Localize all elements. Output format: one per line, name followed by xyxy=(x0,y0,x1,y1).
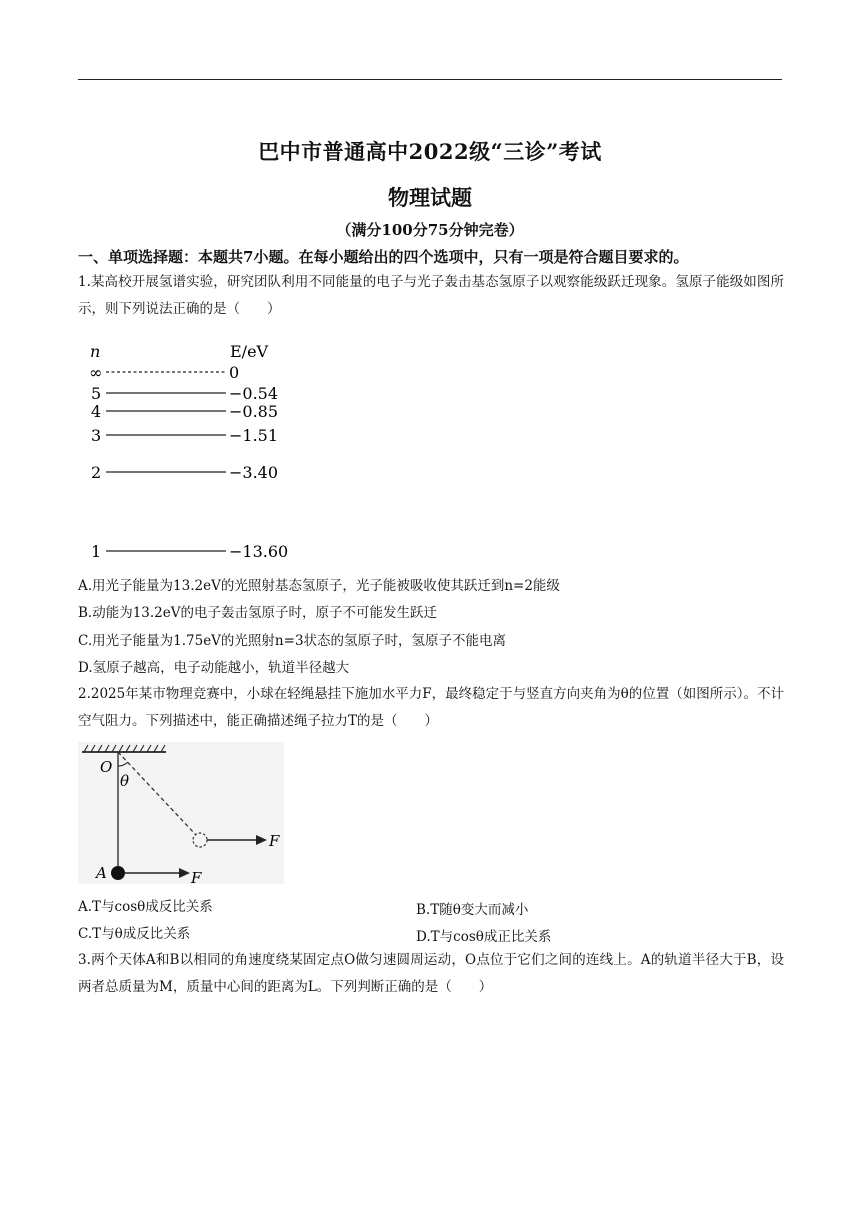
q2-option-d: D.T与cosθ成正比关系 xyxy=(416,929,552,945)
angle-label: θ xyxy=(120,772,130,790)
pendulum-diagram xyxy=(78,742,284,884)
level-n-4: 4 xyxy=(91,402,102,421)
q2-option-c: C.T与θ成反比关系 xyxy=(78,926,191,942)
ball-label: A xyxy=(96,864,107,882)
force-arrowhead-displaced xyxy=(256,835,267,845)
force-label-a: F xyxy=(191,869,202,884)
q2-stem: 2.2025年某市物理竞赛中，小球在轻绳悬挂下施加水平力F，最终稳定于与竖直方向夹角为θ的位置（如图所示）。不计空气阻力。下列描述中，能正确描述绳子拉力T的是（ ） xyxy=(78,686,784,729)
q2-option-b: B.T随θ变大而减小 xyxy=(416,902,529,918)
displaced-string xyxy=(118,752,196,835)
header-rule xyxy=(78,79,782,80)
n-axis-label: n xyxy=(90,342,101,361)
q1-stem: 1.某高校开展氢谱实验，研究团队利用不同能量的电子与光子轰击基态氢原子以观察能级跃迁现象。氢原子能级如图所示，则下列说法正确的是（ ） xyxy=(78,274,784,317)
level-e-5: −0.54 xyxy=(229,384,279,403)
level-n-3: 3 xyxy=(91,426,102,445)
level-n-1: 1 xyxy=(91,542,102,561)
level-e-1: −13.60 xyxy=(229,542,289,561)
exam-title: 巴中市普通高中2022级“三诊”考试 xyxy=(258,139,602,164)
level-n-inf: ∞ xyxy=(89,363,103,382)
level-e-inf: 0 xyxy=(229,363,240,382)
q1-option-c: C.用光子能量为1.75eV的光照射n=3状态的氢原子时，氢原子不能电离 xyxy=(78,633,507,649)
energy-axis-label: E/eV xyxy=(230,342,269,361)
q3-stem: 3.两个天体A和B以相同的角速度绕某固定点O做匀速圆周运动，O点位于它们之间的连线上。A的轨道半径大于B，设两者总质量为M，质量中心间的距离为L。下列判断正确的是（ ） xyxy=(78,952,784,995)
pivot-label: O xyxy=(100,758,113,776)
q1-option-d: D.氢原子越高，电子动能越小，轨道半径越大 xyxy=(78,660,350,676)
q1-option-a: A.用光子能量为13.2eV的光照射基态氢原子，光子能被吸收使其跃迁到n=2能级 xyxy=(78,578,560,594)
displaced-ball xyxy=(193,833,207,847)
force-label-displaced: F xyxy=(269,832,280,850)
subject-title: 物理试题 xyxy=(388,185,472,210)
level-e-3: −1.51 xyxy=(229,426,279,445)
level-n-2: 2 xyxy=(91,463,102,482)
energy-level-diagram xyxy=(80,335,300,570)
ball-a xyxy=(111,866,125,880)
section-heading: 一、单项选择题：本题共7小题。在每小题给出的四个选项中，只有一项是符合题目要求的。 xyxy=(78,248,689,266)
q1-option-b: B.动能为13.2eV的电子轰击氢原子时，原子不可能发生跃迁 xyxy=(78,605,438,621)
level-e-4: −0.85 xyxy=(229,402,279,421)
force-arrowhead-a xyxy=(179,868,190,878)
angle-arc xyxy=(118,762,128,766)
exam-note: （满分100分75分钟完卷） xyxy=(336,221,524,239)
ceiling-hatch xyxy=(84,745,165,752)
level-n-5: 5 xyxy=(91,384,102,403)
q2-option-a: A.T与cosθ成反比关系 xyxy=(78,899,213,915)
level-e-2: −3.40 xyxy=(229,463,279,482)
